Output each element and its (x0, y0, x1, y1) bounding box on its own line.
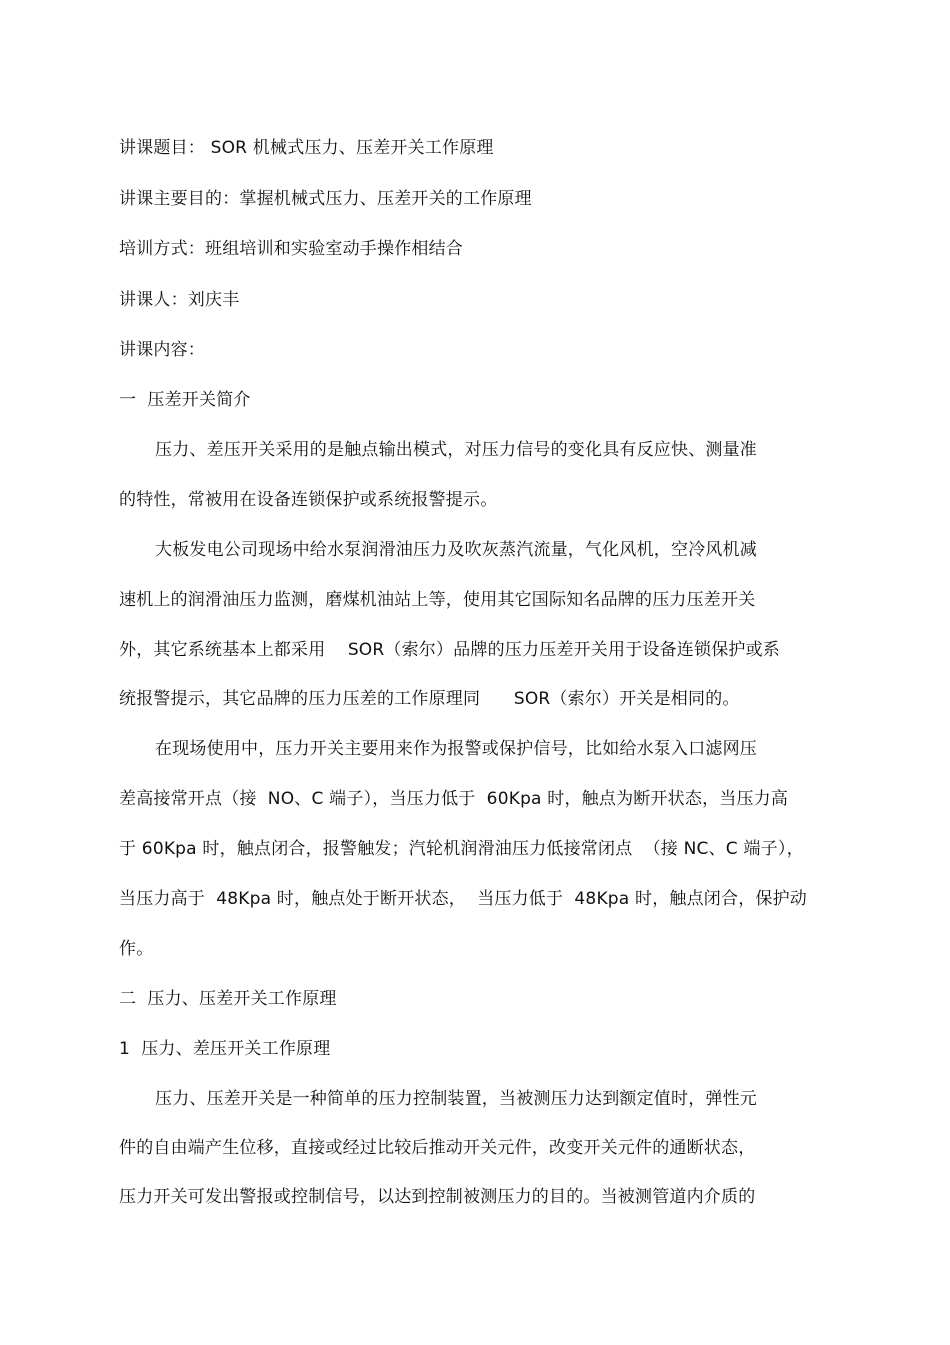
paragraph-line: 外，其它系统基本上都采用 SOR（索尔）品牌的压力压差开关用于设备连锁保护或系 (119, 640, 780, 660)
paragraph-line: 在现场使用中，压力开关主要用来作为报警或保护信号，比如给水泵入口滤网压 (155, 739, 757, 759)
paragraph-line: 大板发电公司现场中给水泵润滑油压力及吹灰蒸汽流量，气化风机，空冷风机减 (155, 540, 757, 560)
section-heading: 一 压差开关简介 (119, 390, 251, 410)
training-method: 培训方式：班组培训和实验室动手操作相结合 (119, 239, 463, 259)
paragraph-line: 作。 (119, 939, 154, 959)
paragraph-line: 速机上的润滑油压力监测，磨煤机油站上等，使用其它国际知名品牌的压力压差开关 (119, 590, 756, 610)
paragraph-line: 于 60Kpa 时，触点闭合，报警触发；汽轮机润滑油压力低接常闭点 （接 NC、C 端子）， (119, 839, 804, 859)
paragraph-line: 压力、压差开关是一种简单的压力控制装置，当被测压力达到额定值时，弹性元 (155, 1089, 757, 1109)
section-heading: 二 压力、压差开关工作原理 (119, 989, 337, 1009)
lecturer: 讲课人：刘庆丰 (119, 290, 240, 310)
paragraph-line: 压力开关可发出警报或控制信号，以达到控制被测压力的目的。当被测管道内介质的 (119, 1187, 756, 1207)
paragraph-line: 件的自由端产生位移，直接或经过比较后推动开关元件，改变开关元件的通断状态， (119, 1138, 756, 1158)
paragraph-line: 压力、差压开关采用的是触点输出模式，对压力信号的变化具有反应快、测量准 (155, 440, 757, 460)
paragraph-line: 当压力高于 48Kpa 时，触点处于断开状态， 当压力低于 48Kpa 时，触点闭合，保护动 (119, 889, 808, 909)
paragraph-line: 的特性，常被用在设备连锁保护或系统报警提示。 (119, 490, 498, 510)
content-label: 讲课内容： (119, 340, 205, 360)
lecture-topic: 讲课题目： SOR 机械式压力、压差开关工作原理 (119, 138, 494, 158)
paragraph-line: 统报警提示，其它品牌的压力压差的工作原理同 SOR（索尔）开关是相同的。 (119, 689, 740, 709)
subsection-heading: 1 压力、差压开关工作原理 (119, 1039, 331, 1059)
paragraph-line: 差高接常开点（接 NO、C 端子），当压力低于 60Kpa 时，触点为断开状态，当压力高 (119, 789, 789, 809)
lecture-purpose: 讲课主要目的：掌握机械式压力、压差开关的工作原理 (119, 189, 532, 209)
